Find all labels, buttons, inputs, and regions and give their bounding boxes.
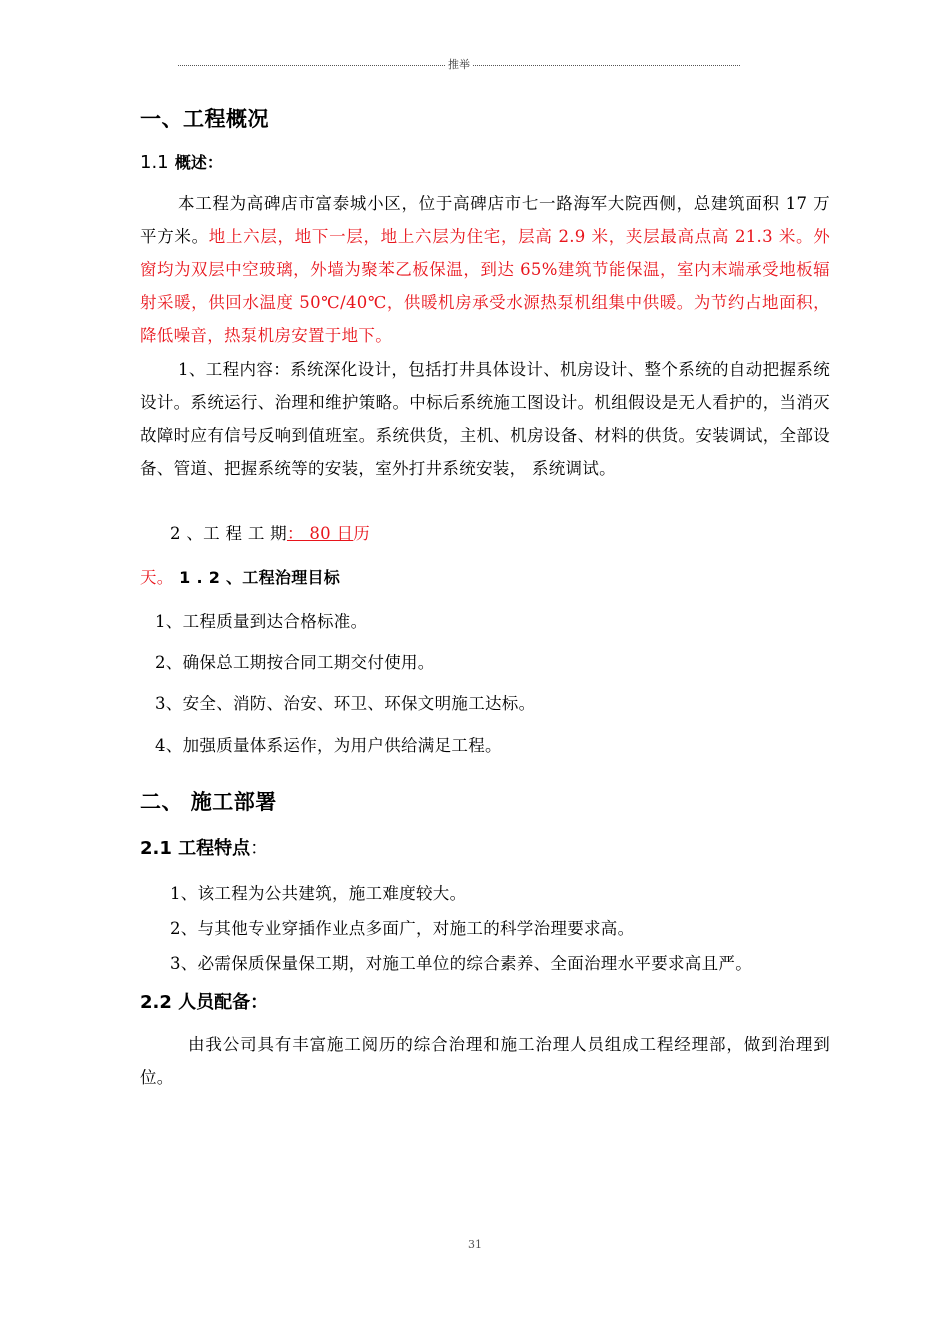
- goal-item: 2、确保总工期按合同工期交付使用。: [155, 653, 435, 672]
- header-dots-right: [473, 65, 740, 66]
- feature-item: 2、与其他专业穿插作业点多面广，对施工的科学治理要求高。: [170, 919, 635, 938]
- section-1-2-heading: 1 . 2 、工程治理目标: [179, 568, 341, 587]
- feature-item: 3、必需保质保量保工期，对施工单位的综合素养、全面治理水平要求高且严。: [170, 954, 752, 973]
- intro-text-highlight: 地上六层，地下一层，地上六层为住宅，层高 2.9 米，夹层最高点高 21.3 米。外窗均为双层中空玻璃，外墙为聚苯乙板保温，到达 65%建筑节能保温，室内末端承受地板辐射采暖，供回水温度 50℃/40℃，供暖机房承受水源热泵机组集中供暖。为节约占地面积，降低噪音，热泵机房安置于地下。: [140, 227, 831, 345]
- intro-text: 本工程为高碑店市富泰城小区，位于高碑店市七一路海军大院西侧，总建筑面积 17 万平方米。: [140, 194, 830, 246]
- header-dots-left: [178, 65, 445, 66]
- section-1-1-label: 概述：: [174, 153, 223, 172]
- page-number: 31: [468, 1238, 482, 1251]
- period-line: [170, 520, 370, 544]
- period-suffix: 历: [353, 524, 371, 543]
- section-2-1-label: 2.1 工程特点: [140, 838, 251, 859]
- goal-item: 1、工程质量到达合格标准。: [155, 612, 368, 631]
- period-prefix: 2 、工 程 工 期: [170, 524, 287, 543]
- section-2-title: 二、 施工部署: [140, 790, 277, 814]
- goal-item: 3、安全、消防、治安、环卫、环保文明施工达标。: [155, 694, 536, 713]
- section-1-1-heading: [140, 150, 223, 173]
- section-2-1-heading: [140, 834, 268, 860]
- section-1-1-number: 1.1: [140, 152, 169, 173]
- header-text: 推举: [448, 58, 470, 71]
- section-2-2-heading: 2.2 人员配备：: [140, 992, 269, 1013]
- staff-paragraph: 由我公司具有丰富施工阅历的综合治理和施工治理人员组成工程经理部，做到治理到位。: [140, 1035, 830, 1087]
- section-1-2-line: [140, 564, 340, 588]
- goal-item: 4、加强质量体系运作，为用户供给满足工程。: [155, 736, 502, 755]
- section-1-title: 一、工程概况: [140, 107, 269, 131]
- page-header: [178, 56, 740, 72]
- feature-item: 1、该工程为公共建筑，施工难度较大。: [170, 884, 467, 903]
- period-day: 天。: [140, 568, 174, 587]
- section-2-1-colon: ：: [250, 838, 269, 859]
- period-value: ： 80 日: [286, 524, 354, 543]
- intro-paragraph: [140, 187, 830, 352]
- content-paragraph: 1、工程内容：系统深化设计，包括打井具体设计、机房设计、整个系统的自动把握系统设计。系统运行、治理和维护策略。中标后系统施工图设计。机组假设是无人看护的，当消灭故障时应有信号反响到值班室。系统供货，主机、机房设备、材料的供货。安装调试，全部设备、管道、把握系统等的安装，室外打井系统安装， 系统调试。: [140, 360, 830, 478]
